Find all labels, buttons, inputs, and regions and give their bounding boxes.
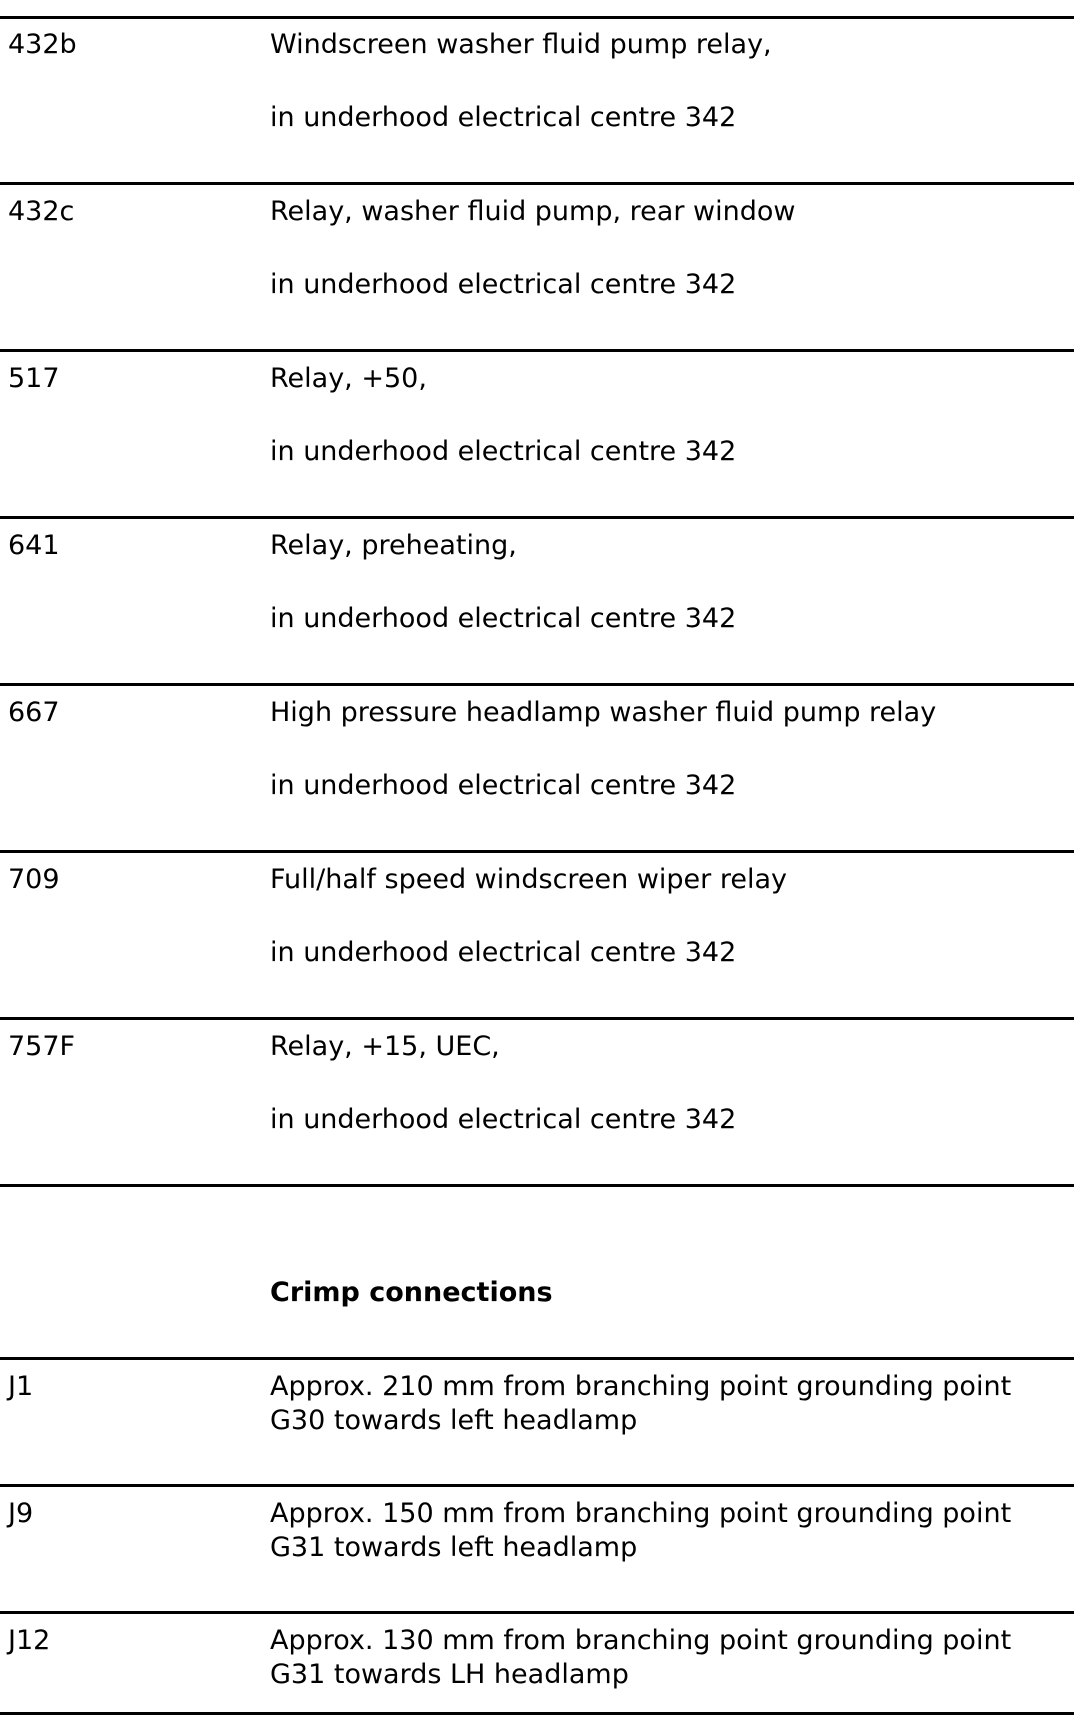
- component-location: in underhood electrical centre 342: [270, 269, 737, 300]
- component-location: in underhood electrical centre 342: [270, 436, 737, 467]
- component-location: in underhood electrical centre 342: [270, 770, 737, 801]
- section-heading: Crimp connections: [270, 1277, 553, 1308]
- table-divider: [0, 850, 1074, 853]
- component-description: Full/half speed windscreen wiper relay: [270, 864, 787, 895]
- table-divider: [0, 16, 1074, 19]
- table-divider: [0, 1611, 1074, 1614]
- component-code: 641: [8, 530, 60, 561]
- connection-description-cont: G31 towards left headlamp: [270, 1532, 638, 1563]
- component-location: in underhood electrical centre 342: [270, 603, 737, 634]
- component-description: Relay, +50,: [270, 363, 427, 394]
- table-divider: [0, 683, 1074, 686]
- component-code: 517: [8, 363, 60, 394]
- component-code: 667: [8, 697, 60, 728]
- component-location: in underhood electrical centre 342: [270, 1104, 737, 1135]
- component-description: Relay, +15, UEC,: [270, 1031, 500, 1062]
- table-divider: [0, 1484, 1074, 1487]
- table-divider: [0, 1357, 1074, 1360]
- connection-description: Approx. 130 mm from branching point grounding point: [270, 1625, 1012, 1656]
- table-divider: [0, 182, 1074, 185]
- component-description: High pressure headlamp washer fluid pump relay: [270, 697, 937, 728]
- component-code: 432b: [8, 29, 77, 60]
- component-description: Windscreen washer fluid pump relay,: [270, 29, 772, 60]
- table-divider: [0, 516, 1074, 519]
- connection-code: J9: [8, 1498, 34, 1529]
- connection-code: J1: [8, 1371, 34, 1402]
- table-divider: [0, 1184, 1074, 1187]
- connection-description: Approx. 150 mm from branching point grounding point: [270, 1498, 1012, 1529]
- component-description: Relay, preheating,: [270, 530, 517, 561]
- connection-description: Approx. 210 mm from branching point grounding point: [270, 1371, 1012, 1402]
- table-divider: [0, 1712, 1074, 1715]
- table-divider: [0, 1017, 1074, 1020]
- connection-description-cont: G31 towards LH headlamp: [270, 1659, 629, 1690]
- component-code: 709: [8, 864, 60, 895]
- connection-code: J12: [8, 1625, 51, 1656]
- component-code: 757F: [8, 1031, 76, 1062]
- table-divider: [0, 349, 1074, 352]
- connection-description-cont: G30 towards left headlamp: [270, 1405, 638, 1436]
- component-code: 432c: [8, 196, 75, 227]
- component-location: in underhood electrical centre 342: [270, 937, 737, 968]
- component-location: in underhood electrical centre 342: [270, 102, 737, 133]
- component-description: Relay, washer fluid pump, rear window: [270, 196, 796, 227]
